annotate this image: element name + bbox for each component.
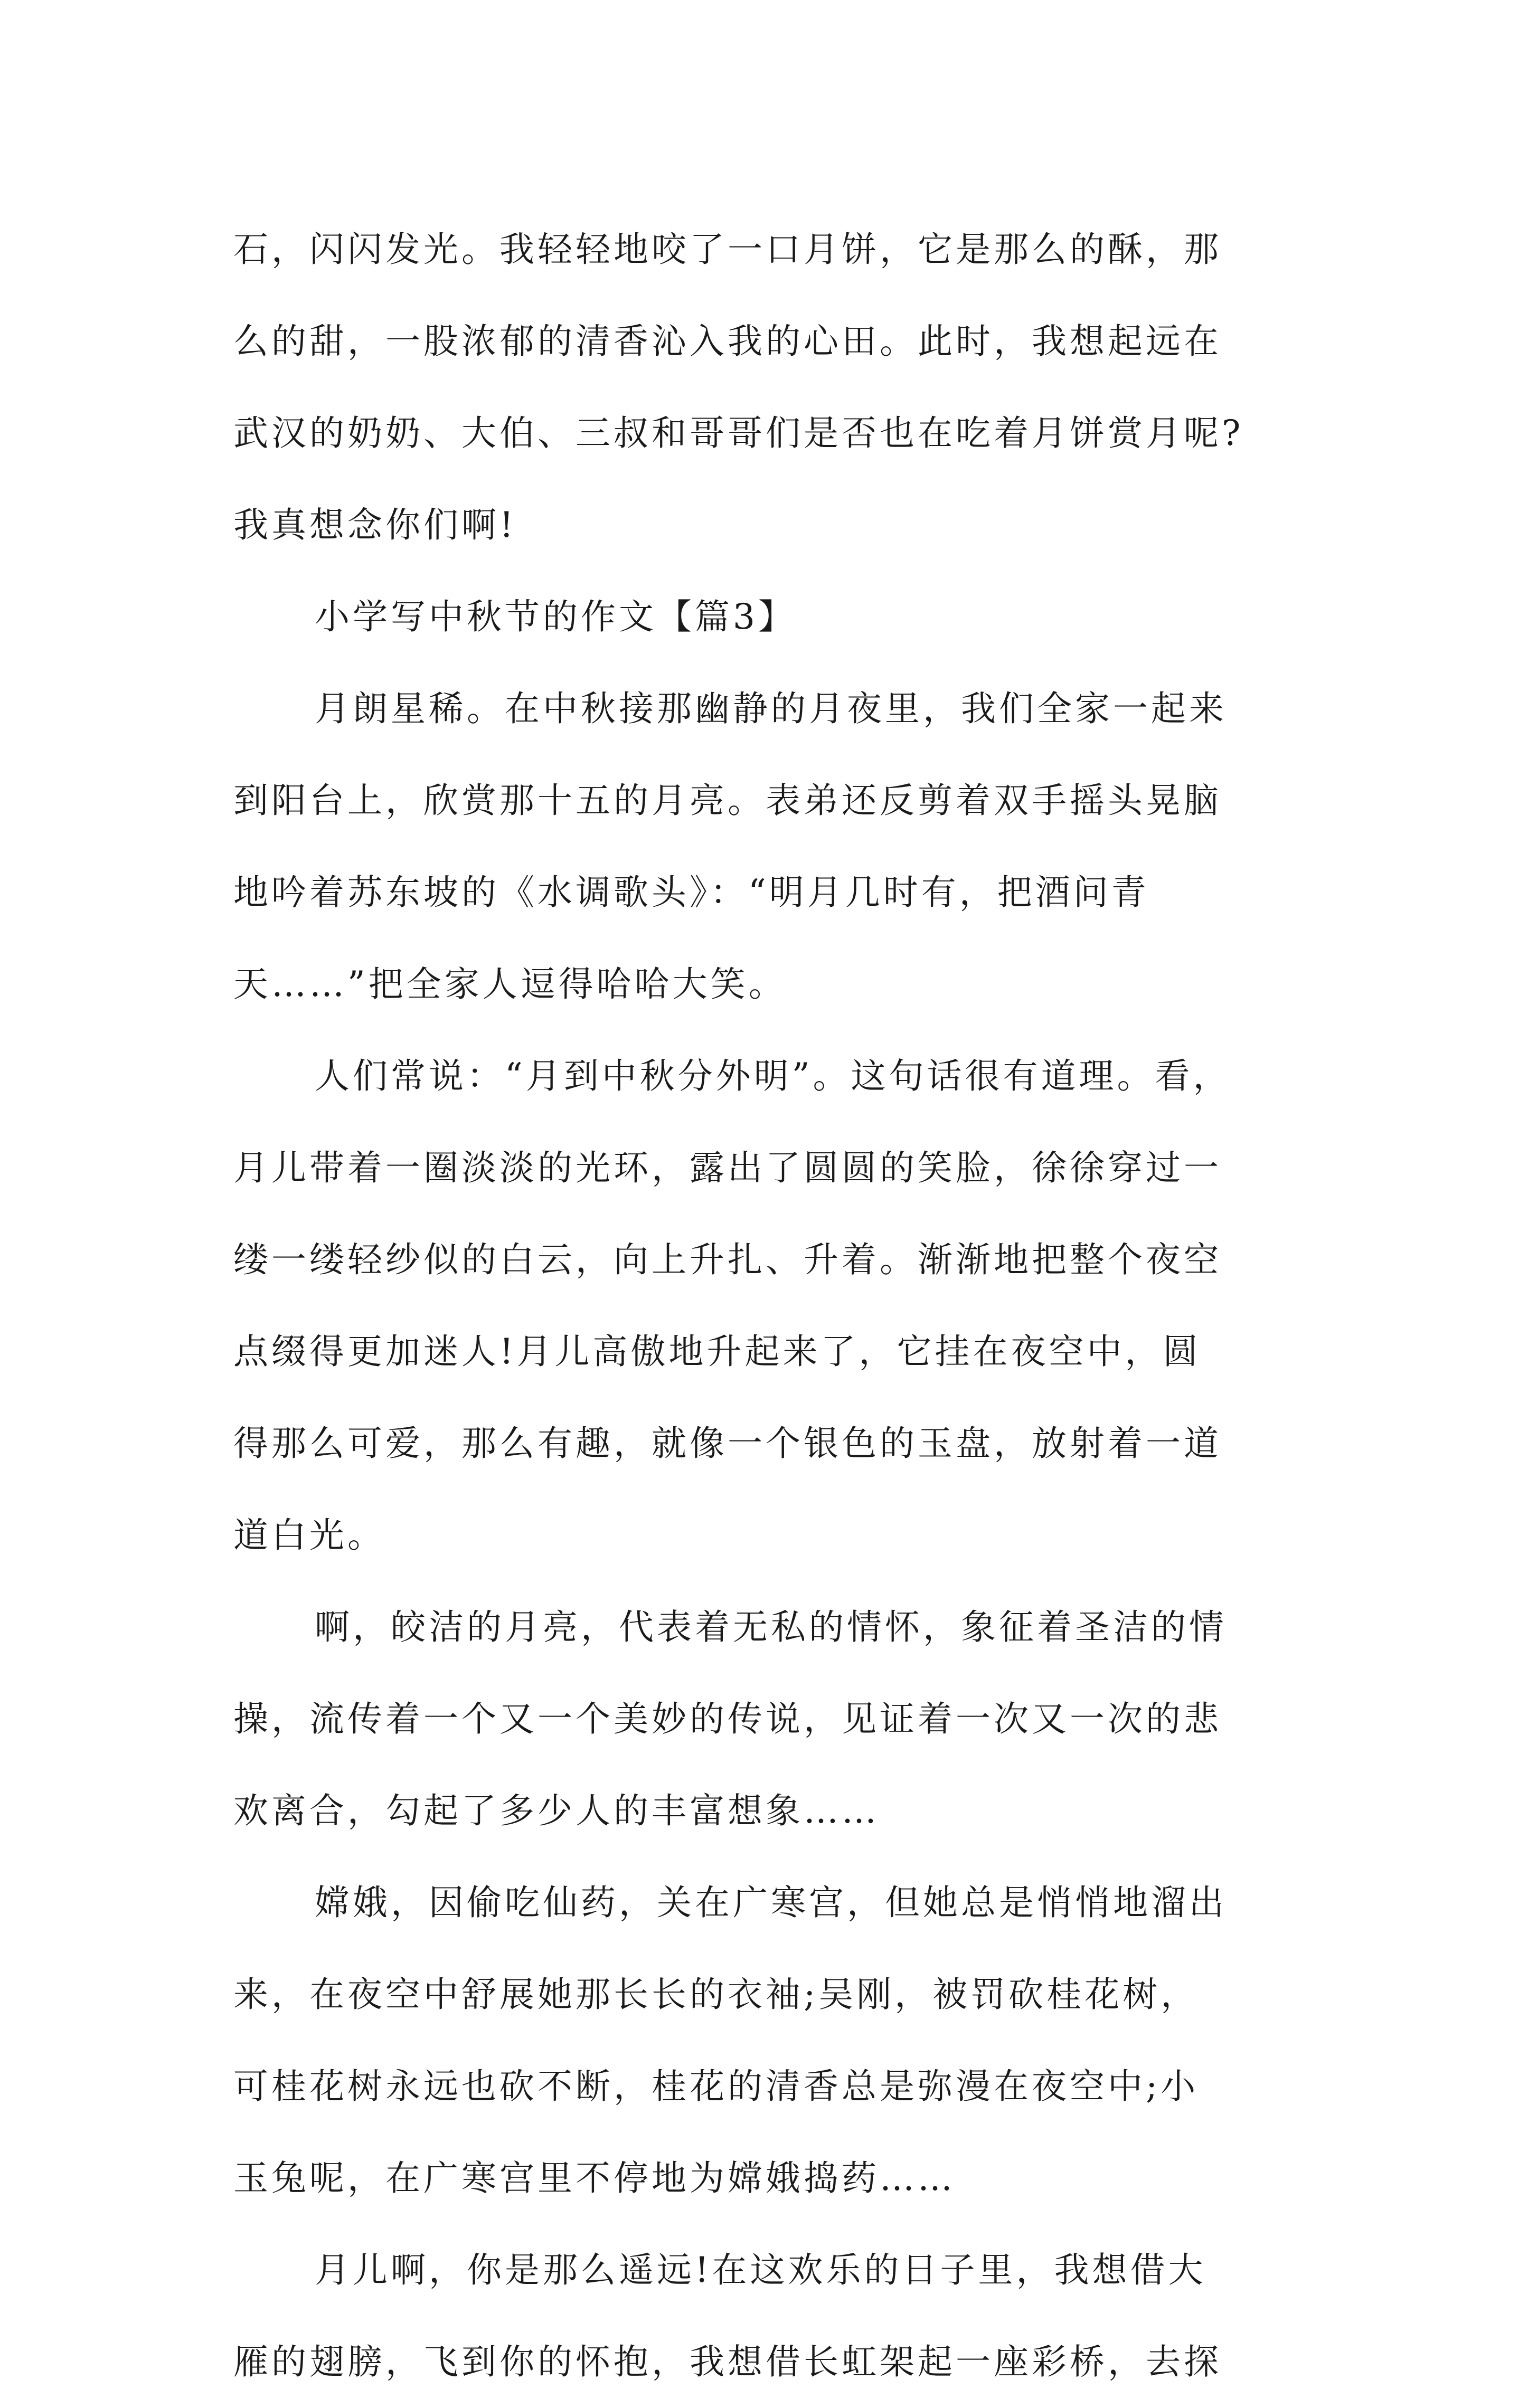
text-line: 点缀得更加迷人!月儿高傲地升起来了，它挂在夜空中，圆: [233, 1331, 1201, 1372]
text-line: 玉兔呢，在广寒宫里不停地为嫦娥捣药……: [233, 2158, 956, 2198]
text-line: 我真想念你们啊!: [233, 505, 517, 545]
text-line: 啊，皎洁的月亮，代表着无私的情怀，象征着圣洁的情: [315, 1607, 1227, 1647]
text-line: 人们常说：“月到中秋分外明”。这句话很有道理。看，: [315, 1056, 1231, 1096]
text-line: 道白光。: [233, 1515, 385, 1556]
text-line: 嫦娥，因偷吃仙药，关在广寒宫，但她总是悄悄地溜出: [315, 1882, 1227, 1923]
essay-body: [233, 204, 1305, 2408]
text-line: 石，闪闪发光。我轻轻地咬了一口月饼，它是那么的酥，那: [233, 229, 1222, 270]
text-line: 欢离合，勾起了多少人的丰富想象……: [233, 1790, 880, 1831]
text-line: 么的甜，一股浓郁的清香沁入我的心田。此时，我想起远在: [233, 321, 1222, 362]
text-line: 地吟着苏东坡的《水调歌头》：“明月几时有，把酒问青: [233, 872, 1149, 913]
text-line: 缕一缕轻纱似的白云，向上升扎、升着。渐渐地把整个夜空: [233, 1239, 1222, 1280]
text-line: 得那么可爱，那么有趣，就像一个银色的玉盘，放射着一道: [233, 1423, 1222, 1464]
text-line: 月儿带着一圈淡淡的光环，露出了圆圆的笑脸，徐徐穿过一: [233, 1148, 1222, 1188]
text-line: 到阳台上，欣赏那十五的月亮。表弟还反剪着双手摇头晃脑: [233, 780, 1222, 821]
text-line: 来，在夜空中舒展她那长长的衣袖;吴刚，被罚砍桂花树，: [233, 1974, 1199, 2015]
text-line: 可桂花树永远也砍不断，桂花的清香总是弥漫在夜空中;小: [233, 2066, 1199, 2107]
text-line: 武汉的奶奶、大伯、三叔和哥哥们是否也在吃着月饼赏月呢?: [233, 413, 1244, 453]
section-heading: 小学写中秋节的作文【篇3】: [315, 596, 796, 637]
text-line: 操，流传着一个又一个美妙的传说，见证着一次又一次的悲: [233, 1699, 1222, 1739]
text-line: 月儿啊，你是那么遥远!在这欢乐的日子里，我想借大: [315, 2250, 1206, 2290]
text-line: 雁的翅膀，飞到你的怀抱，我想借长虹架起一座彩桥，去探: [233, 2341, 1222, 2382]
text-line: 月朗星稀。在中秋接那幽静的月夜里，我们全家一起来: [315, 688, 1227, 729]
text-line: 天……”把全家人逗得哈哈大笑。: [233, 964, 787, 1004]
